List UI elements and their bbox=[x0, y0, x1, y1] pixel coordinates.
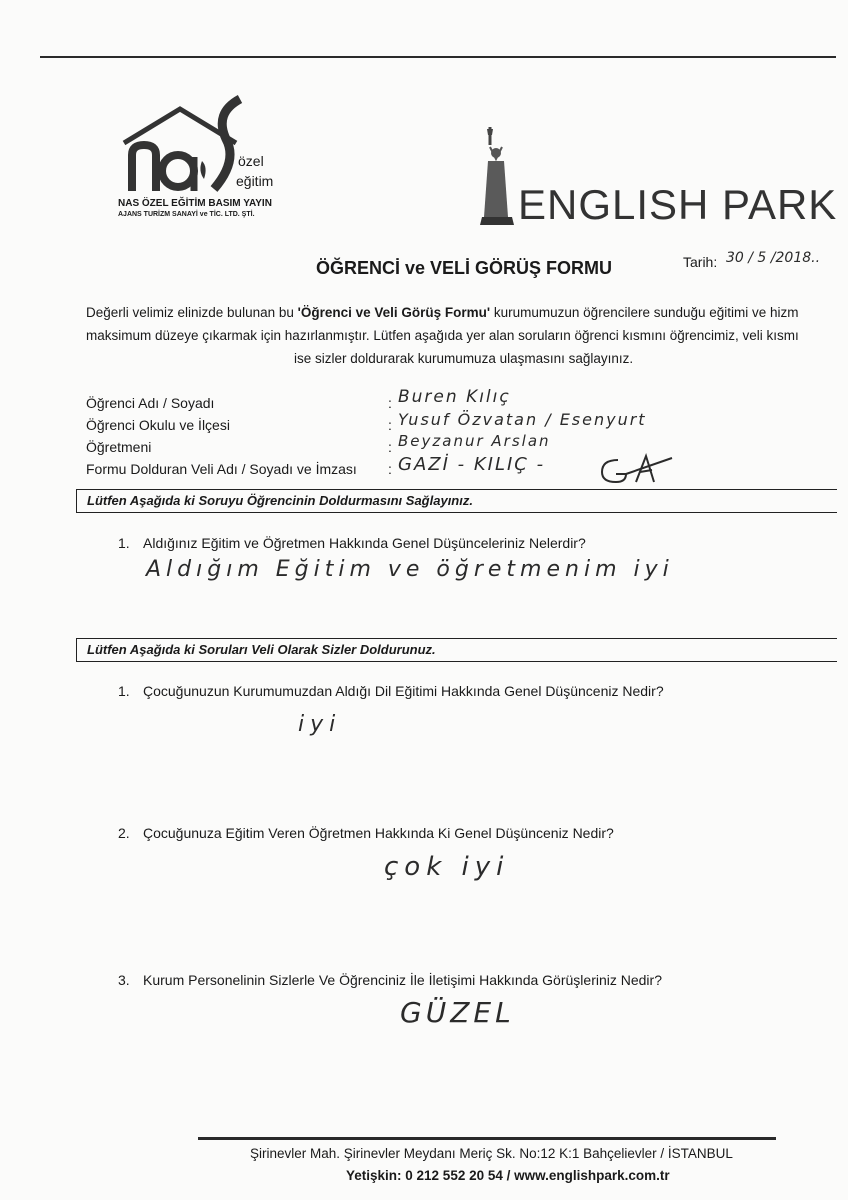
parent-signature bbox=[596, 452, 676, 486]
parent-section-header bbox=[76, 638, 837, 662]
intro-line1-end: kurumumuzun öğrencilere sunduğu eğitimi ve hizm bbox=[493, 305, 799, 320]
intro-line3: ise sizler doldurarak kurumumuza ulaşmasını sağlayınız. bbox=[294, 351, 634, 366]
student-q1-answer[interactable]: Aldığım Eğitim ve öğretmenim iyi bbox=[146, 557, 674, 582]
footer-contact: Yetişkin: 0 212 552 20 54 / www.englishpark.com.tr bbox=[346, 1168, 670, 1183]
field-parent-value[interactable]: GAZİ - KILIÇ - bbox=[398, 454, 546, 475]
student-q1-number: 1. bbox=[118, 535, 130, 551]
field-colon: : bbox=[388, 439, 392, 455]
parent-q2-number: 2. bbox=[118, 825, 130, 841]
parent-q3-text: Kurum Personelinin Sizlerle Ve Öğrenciniz İle İletişimi Hakkında Görüşleriniz Nedir? bbox=[143, 972, 662, 988]
field-school-label: Öğrenci Okulu ve İlçesi bbox=[86, 417, 230, 433]
field-teacher-label: Öğretmeni bbox=[86, 439, 152, 455]
date-label: Tarih: bbox=[683, 254, 718, 270]
field-colon: : bbox=[388, 461, 392, 477]
parent-q3-number: 3. bbox=[118, 972, 130, 988]
student-section-title: Lütfen Aşağıda ki Soruyu Öğrencinin Doldurmasını Sağlayınız. bbox=[87, 493, 473, 508]
top-divider bbox=[40, 56, 836, 58]
nas-company-line1: NAS ÖZEL EĞİTİM BASIM YAYIN bbox=[118, 198, 272, 209]
parent-q2-text: Çocuğunuza Eğitim Veren Öğretmen Hakkında Ki Genel Düşünceniz Nedir? bbox=[143, 825, 614, 841]
nas-ozel-text: özel bbox=[238, 153, 264, 169]
field-colon: : bbox=[388, 417, 392, 433]
student-section-header bbox=[76, 489, 837, 513]
nas-egitim-text: eğitim bbox=[236, 173, 274, 189]
field-student-name-value[interactable]: Buren Kılıç bbox=[398, 387, 511, 407]
field-colon: : bbox=[388, 395, 392, 411]
form-title: ÖĞRENCİ ve VELİ GÖRÜŞ FORMU bbox=[316, 258, 613, 278]
intro-line2: maksimum düzeye çıkarmak için hazırlanmıştır. Lütfen aşağıda yer alan soruların öğrenci kısmını öğrencimiz, veli kısmı bbox=[86, 328, 799, 343]
english-park-wordmark: ENGLISH PARK bbox=[518, 181, 838, 228]
intro-line1-start: Değerli velimiz elinizde bulunan bu bbox=[86, 305, 294, 320]
english-park-logo bbox=[480, 125, 838, 228]
student-q1-text: Aldığınız Eğitim ve Öğretmen Hakkında Genel Düşünceleriniz Nelerdir? bbox=[143, 535, 586, 551]
nas-company-line2: AJANS TURİZM SANAYİ ve TİC. LTD. ŞTİ. bbox=[118, 211, 255, 218]
parent-q3-answer[interactable]: GÜZEL bbox=[400, 996, 515, 1029]
parent-q1-answer[interactable]: iyi bbox=[298, 712, 342, 737]
parent-q1-number: 1. bbox=[118, 683, 130, 699]
statue-of-liberty-icon bbox=[480, 125, 516, 225]
field-student-name-label: Öğrenci Adı / Soyadı bbox=[86, 395, 215, 411]
field-parent-label: Formu Dolduran Veli Adı / Soyadı ve İmzası bbox=[86, 461, 357, 477]
parent-q1-text: Çocuğunuzun Kurumumuzdan Aldığı Dil Eğitimi Hakkında Genel Düşünceniz Nedir? bbox=[143, 683, 664, 699]
field-teacher-value[interactable]: Beyzanur Arslan bbox=[398, 432, 551, 450]
field-school-value[interactable]: Yusuf Özvatan / Esenyurt bbox=[398, 410, 647, 429]
intro-line1 bbox=[86, 305, 799, 320]
parent-q2-answer[interactable]: çok iyi bbox=[384, 852, 510, 882]
footer-address: Şirinevler Mah. Şirinevler Meydanı Meriç Sk. No:12 K:1 Bahçelievler / İSTANBUL bbox=[250, 1146, 733, 1161]
parent-section-title: Lütfen Aşağıda ki Soruları Veli Olarak Sizler Doldurunuz. bbox=[87, 642, 436, 657]
date-value: 30 / 5 /2018.. bbox=[726, 250, 821, 266]
footer-divider bbox=[198, 1137, 776, 1140]
intro-line1-bold: 'Öğrenci ve Veli Görüş Formu' bbox=[297, 305, 491, 320]
